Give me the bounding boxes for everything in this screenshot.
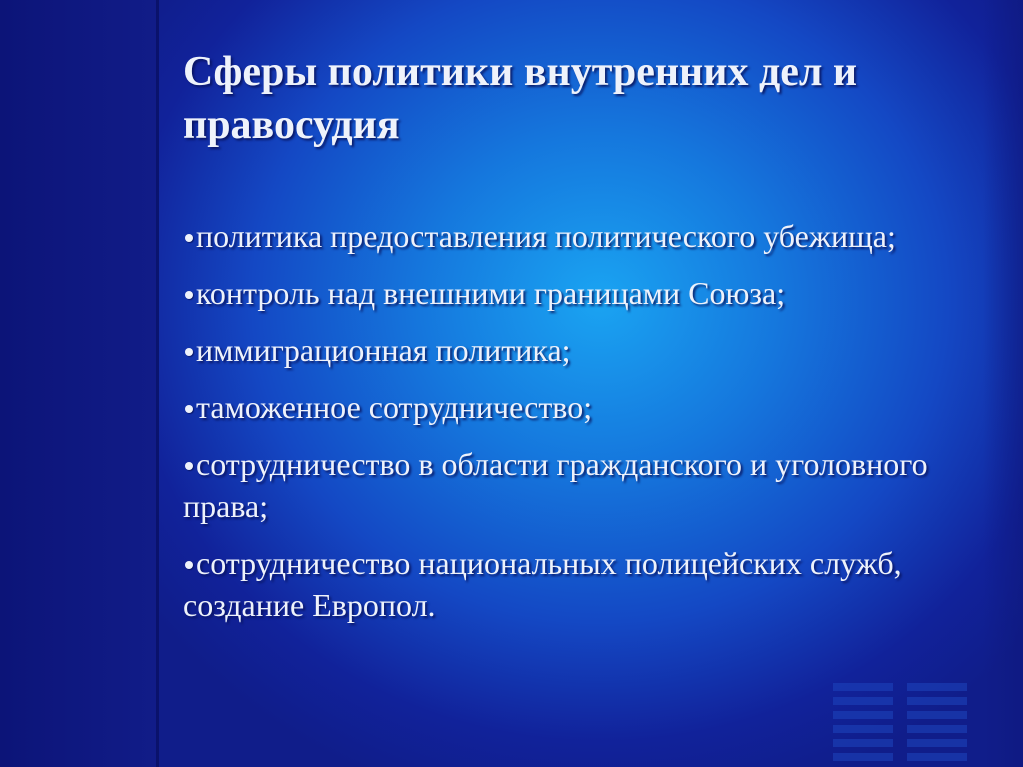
stripe [907,725,967,733]
bullet-dot-icon [185,348,193,356]
bullet-item [183,443,983,527]
stripe-column-right [907,683,967,767]
bullet-text: таможенное сотрудничество; [196,389,593,425]
bullet-text: сотрудничество национальных полицейских служб, создание Европол. [183,545,902,623]
bullet-dot-icon [185,234,193,242]
bullet-text: сотрудничество в области гражданского и уголовного права; [183,446,928,524]
left-panel [0,0,156,767]
right-edge-shade [983,0,1023,767]
bullet-list [183,215,983,641]
bullet-dot-icon [185,462,193,470]
bullet-dot-icon [185,291,193,299]
bullet-text: контроль над внешними границами Союза; [196,275,786,311]
stripe [833,739,893,747]
left-divider-line [156,0,159,767]
bullet-item [183,386,983,428]
bullet-text: политика предоставления политического убежища; [196,218,896,254]
stripe [833,711,893,719]
stripe [907,683,967,691]
stripe [907,711,967,719]
bullet-item [183,329,983,371]
stripe [907,697,967,705]
stripe [833,697,893,705]
stripe [833,683,893,691]
bullet-item [183,542,983,626]
stripe [833,753,893,761]
bullet-text: иммиграционная политика; [196,332,571,368]
bullet-dot-icon [185,405,193,413]
stripe [833,725,893,733]
bullet-dot-icon [185,561,193,569]
stripe-column-left [833,683,893,767]
stripe [907,753,967,761]
slide-title: Сферы политики внутренних дел и правосудия [183,49,858,148]
decorative-stripes [833,683,973,767]
bullet-item [183,272,983,314]
stripe [907,739,967,747]
bullet-item [183,215,983,257]
